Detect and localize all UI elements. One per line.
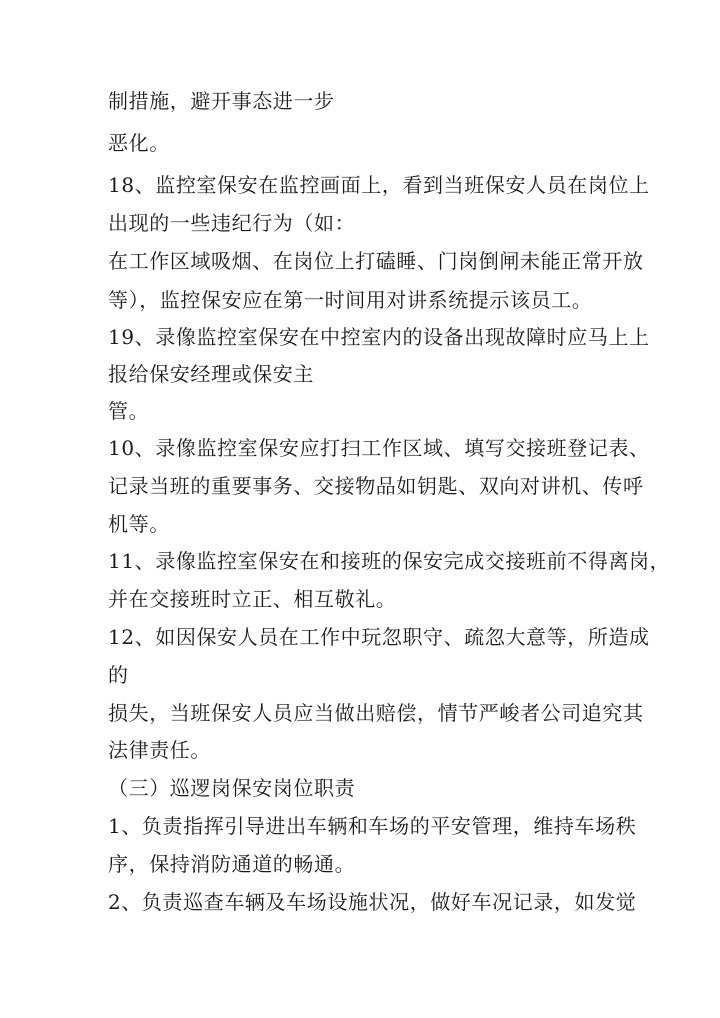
text-line: 管。	[108, 399, 150, 423]
text-line: 的	[108, 663, 129, 687]
section-heading: （三）巡逻岗保安岗位职责	[108, 776, 356, 800]
text-line: 11、录像监控室保安在和接班的保安完成交接班前不得离岗，	[108, 549, 671, 573]
text-line: 机等。	[108, 512, 170, 536]
text-line: 19、录像监控室保安在中控室内的设备出现故障时应马上上	[108, 325, 650, 349]
text-line: 等），监控保安应在第一时间用对讲系统提示该员工。	[108, 288, 593, 312]
text-line: 出现的一些违纪行为（如：	[108, 211, 356, 235]
text-line: 18、监控室保安在监控画面上，看到当班保安人员在岗位上	[108, 173, 650, 197]
text-line: 并在交接班时立正、相互敬礼。	[108, 587, 397, 611]
text-line: 制措施，避开事态进一步	[108, 89, 335, 113]
text-line: 恶化。	[108, 131, 170, 155]
text-line: 序，保持消防通道的畅通。	[108, 852, 356, 876]
text-line: 1、负责指挥引导进出车辆和车场的平安管理，维持车场秩	[108, 814, 637, 838]
text-line: 在工作区域吸烟、在岗位上打磕睡、门岗倒闸未能正常开放	[108, 249, 644, 273]
text-line: 12、如因保安人员在工作中玩忽职守、疏忽大意等，所造成	[108, 625, 650, 649]
text-line: 损失，当班保安人员应当做出赔偿，情节严峻者公司追究其	[108, 701, 644, 725]
text-line: 2、负责巡查车辆及车场设施状况，做好车况记录，如发觉	[108, 890, 637, 914]
text-line: 报给保安经理或保安主	[108, 362, 314, 386]
text-line: 10、录像监控室保安应打扫工作区域、填写交接班登记表、	[108, 436, 650, 460]
text-line: 法律责任。	[108, 738, 211, 762]
text-line: 记录当班的重要事务、交接物品如钥匙、双向对讲机、传呼	[108, 474, 644, 498]
